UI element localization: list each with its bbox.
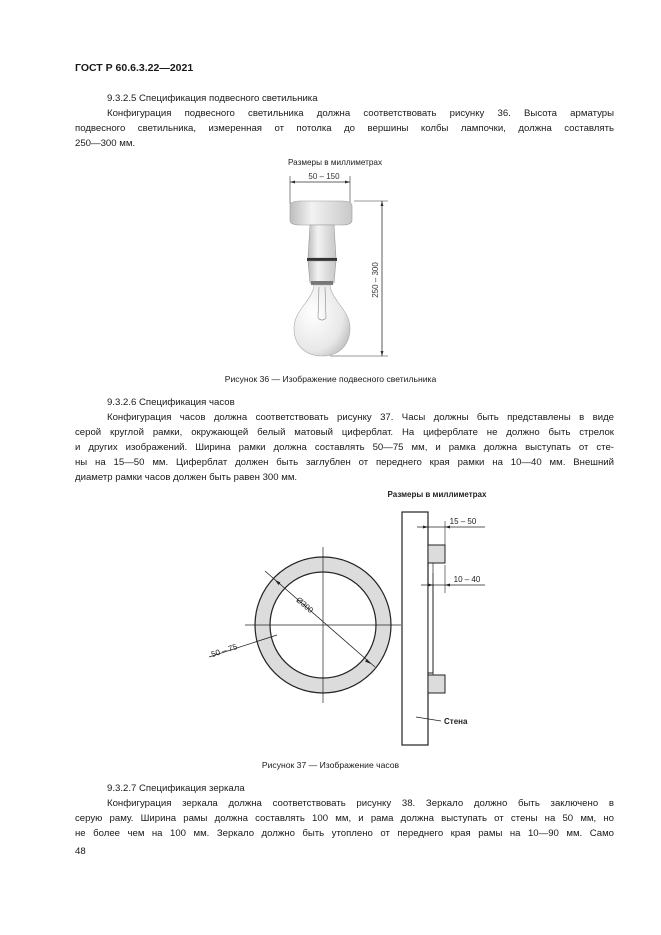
section-text-lamp: [75, 106, 614, 151]
wall-section: [402, 512, 428, 745]
dim-label-frame-width: 50 – 75: [210, 642, 239, 660]
figure36-lamp-drawing: [270, 168, 400, 363]
text-line: и других изображений. Ширина рамки должна составлять 50—75 мм, и рамка должна выступать от сте-: [75, 442, 614, 453]
light-bulb: [294, 285, 350, 356]
text-line: ны на 15—50 мм. Циферблат должен быть заглублен от переднего края рамки на 10—40 мм. Внешний: [75, 457, 614, 468]
ceiling-base: [290, 201, 352, 225]
text-line: 250—300 мм.: [75, 138, 136, 149]
section-text-clock: [75, 410, 614, 485]
text-line: не более чем на 100 мм. Зеркало должно быть утоплено от переднего края рамы на 10—90 мм. Само: [75, 828, 614, 839]
section-heading-clock: 9.3.2.6 Спецификация часов: [107, 397, 235, 408]
text-line: Конфигурация часов должна соответствовать рисунку 37. Часы должны быть представлены в виде: [107, 412, 614, 423]
section-heading-lamp: 9.3.2.5 Спецификация подвесного светильника: [107, 93, 318, 104]
figure37-units-note: Размеры в миллиметрах: [387, 490, 487, 499]
frame-side-bottom: [428, 675, 445, 693]
figure36-caption: Рисунок 36 — Изображение подвесного светильника: [224, 374, 437, 384]
section-text-mirror: [75, 796, 614, 841]
section-heading-mirror: 9.3.2.7 Спецификация зеркала: [107, 783, 245, 794]
text-line: Конфигурация зеркала должна соответствовать рисунку 38. Зеркало должно быть заключено в: [107, 798, 614, 809]
figure36-units-note: Размеры в миллиметрах: [287, 158, 383, 167]
dim-label-width: 50 – 150: [308, 172, 340, 181]
text-line: серую раму. Ширина рамы должна составлять 100 мм, и рама должна выступать от стены на 50 мм, но: [75, 813, 614, 824]
lamp-socket: [308, 225, 336, 258]
frame-side-top: [428, 545, 445, 563]
dim-label-height: 250 – 300: [371, 262, 380, 298]
text-line: Конфигурация подвесного светильника должна соответствовать рисунку 36. Высота арматуры: [107, 108, 614, 119]
socket-ring: [307, 258, 337, 261]
document-id: ГОСТ Р 60.6.3.22—2021: [75, 62, 194, 74]
dim-label-diameter: Ø300: [294, 595, 315, 615]
figure37-caption: Рисунок 37 — Изображение часов: [261, 760, 400, 770]
wall-label: Стена: [444, 717, 468, 726]
text-line: диаметр рамки часов должен быть равен 300 мм.: [75, 472, 298, 483]
text-line: подвесного светильника, измеренная от потолка до вершины колбы лампочки, должна составлять: [75, 123, 614, 134]
dim-label-recess: 10 – 40: [453, 575, 481, 584]
page-number: 48: [75, 846, 86, 857]
text-line: серой круглой рамки, окружающей белый матовый циферблат. На циферблате не должно быть стрелок: [75, 427, 614, 438]
figure37-clock-drawing: [195, 485, 515, 750]
dim-label-protrusion: 15 – 50: [449, 517, 477, 526]
clock-face-side: [428, 585, 433, 673]
